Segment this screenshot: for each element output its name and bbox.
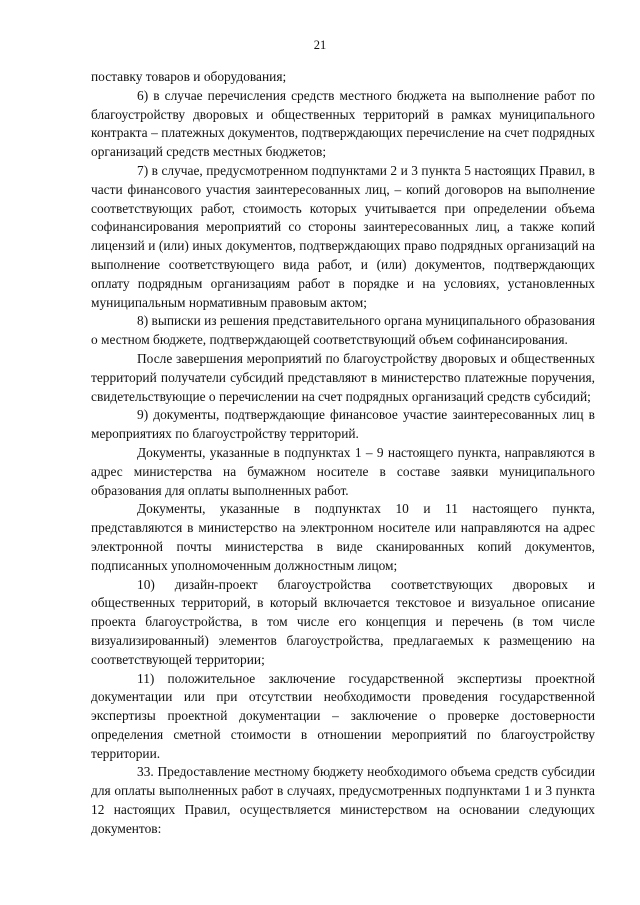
paragraph-item-10: 10) дизайн-проект благоустройства соответствующих дворовых и общественных территорий, в который включается текстовое и визуальное описание проекта благоустройства, в том числе его концепция и перечень (в том числе визуализированный) элементов благоустройства, предлагаемых к размещению на соответствующей территории; xyxy=(91,576,595,667)
paragraph-continuation: поставку товаров и оборудования; xyxy=(91,69,287,84)
paragraph-item-9: 9) документы, подтверждающие финансовое участие заинтересованных лиц в мероприятиях по благоустройству территорий. xyxy=(91,407,595,442)
paragraph-documents-1-9: Документы, указанные в подпунктах 1 – 9 настоящего пункта, направляются в адрес министерства на бумажном носителе в составе заявки муниципального образования для оплаты выполненных работ. xyxy=(91,444,595,498)
paragraph-documents-10-11: Документы, указанные в подпунктах 10 и 11 настоящего пункта, представляются в министерство на электронном носителе или направляются на адрес электронной почты министерства в виде сканированных копий документов, подписанных уполномоченным должностным лицом; xyxy=(91,501,595,573)
paragraph-item-8: 8) выписки из решения представительного органа муниципального образования о местном бюджете, подтверждающей соответствующий объем софинансирования. xyxy=(91,313,595,348)
paragraph-item-7: 7) в случае, предусмотренном подпунктами 2 и 3 пункта 5 настоящих Правил, в части финансового участия заинтересованных лиц, – копий договоров на выполнение соответствующих работ, стоимость которых учитывается при определении объема софинансирования мероприятий со стороны заинтересованных лиц, а также копий лицензий и (или) иных документов, подтверждающих право подрядных организаций на выполнение соответствующего вида работ, и (или) документов, подтверждающих оплату подрядным организациям работ в порядке и на условиях, установленных муниципальным нормативным правовым актом; xyxy=(91,162,595,310)
page-number: 21 xyxy=(313,38,327,52)
paragraph-section-33: 33. Предоставление местному бюджету необходимого объема средств субсидии для оплаты выполненных работ в случаях, предусмотренных подпунктами 1 и 3 пункта 12 настоящих Правил, осуществляется министерством на основании следующих документов: xyxy=(91,764,595,836)
paragraph-item-11: 11) положительное заключение государственной экспертизы проектной документации или при отсутствии необходимости проведения государственной экспертизы проектной документации – заключение о проверке достоверности определения сметной стоимости в отношении мероприятий по благоустройству территории. xyxy=(91,670,595,761)
document-body xyxy=(91,68,595,839)
paragraph-after-completion: После завершения мероприятий по благоустройству дворовых и общественных территорий получатели субсидий представляют в министерство платежные поручения, свидетельствующие о перечислении на счет подрядных организаций средств субсидий; xyxy=(91,350,595,404)
paragraph-item-6: 6) в случае перечисления средств местного бюджета на выполнение работ по благоустройству дворовых и общественных территорий в рамках муниципального контракта – платежных документов, подтверждающих перечисление на счет подрядных организаций средств местных бюджетов; xyxy=(91,87,595,160)
